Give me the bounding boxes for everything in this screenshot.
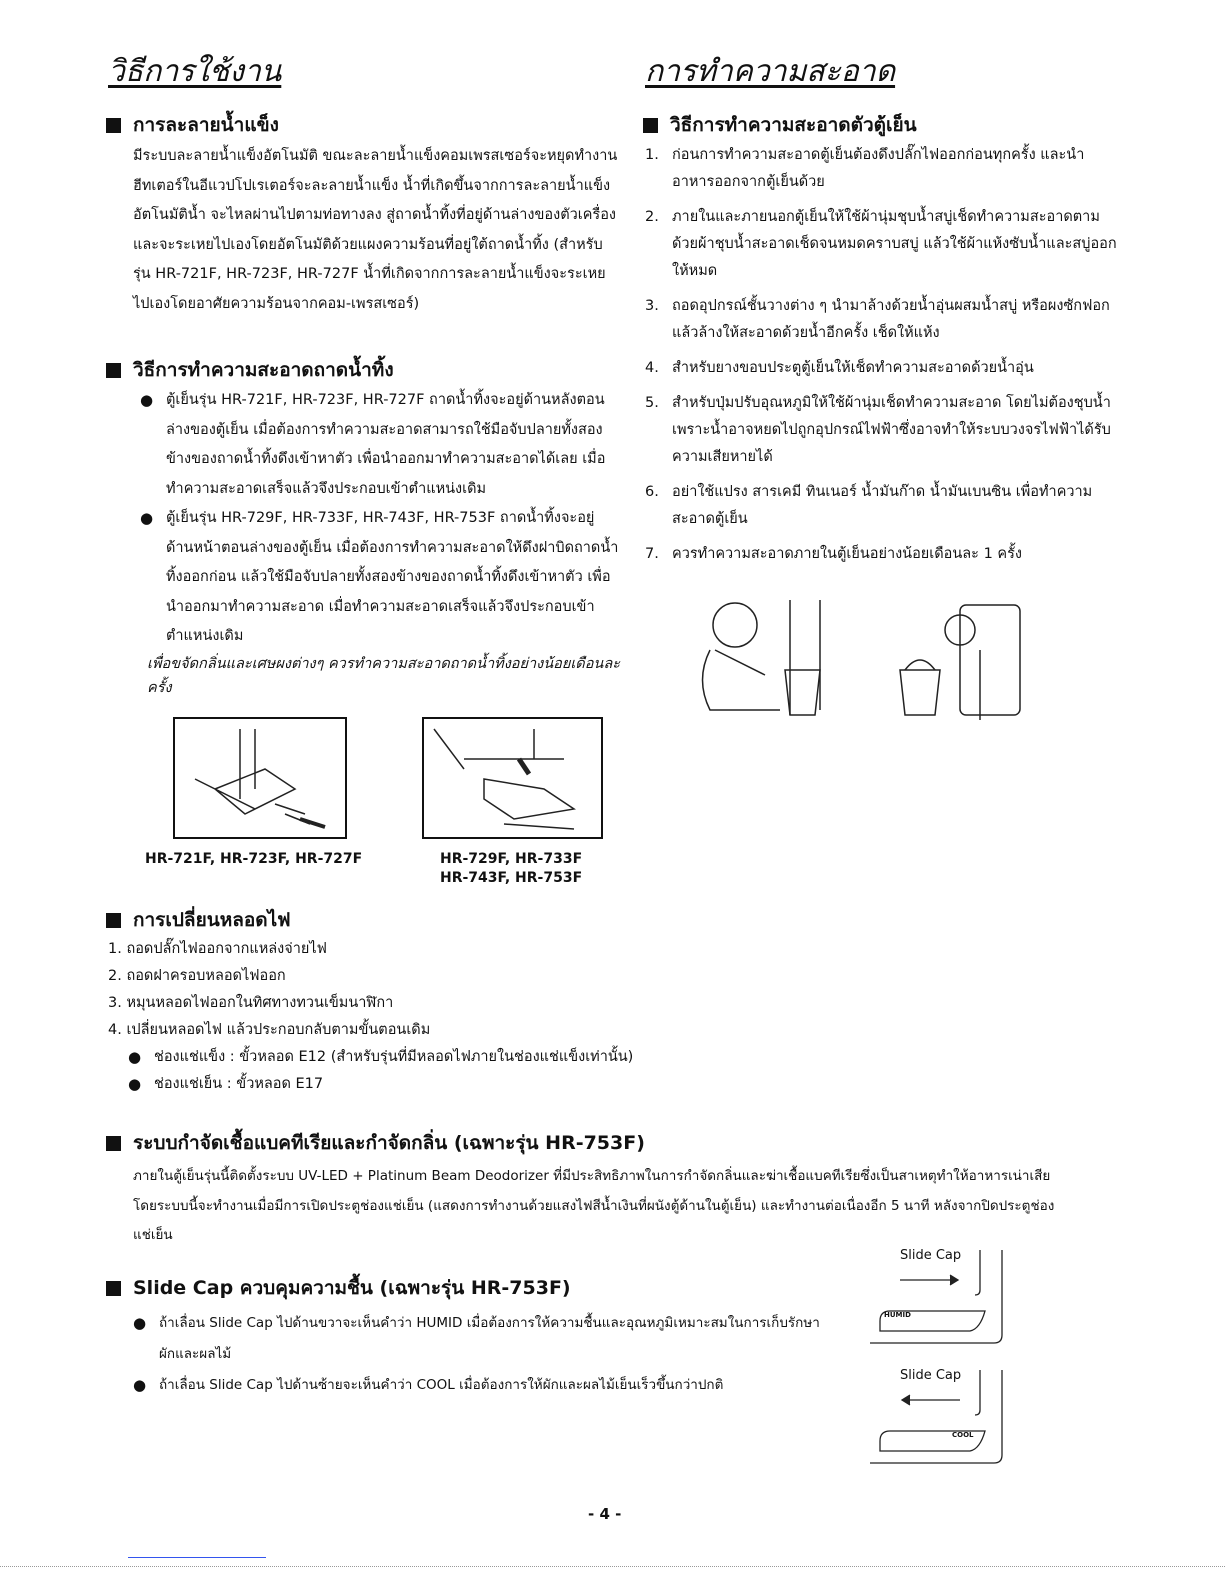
- item-text: ถอดอุปกรณ์ชั้นวางต่าง ๆ นำมาล้างด้วยน้ำอุ่นผสมน้ำสบู่ หรือผงซักฟอก แล้วล้างให้สะอาดด้วยน้ำอีกครั้ง เช็ดให้แห้ง: [672, 298, 1110, 341]
- heading-text: วิธีการทำความสะอาดตัวตู้เย็น: [670, 114, 917, 136]
- list-item: [133, 1308, 833, 1370]
- page-number: - 4 -: [588, 1505, 622, 1523]
- heading-text: Slide Cap ควบคุมความชื้น (เฉพาะรุ่น HR-753F): [133, 1277, 571, 1299]
- list-item: [140, 386, 620, 504]
- bullet-text: ตู้เย็นรุ่น HR-729F, HR-733F, HR-743F, HR-753F ถาดน้ำทิ้งจะอยู่ด้านหน้าตอนล่างของตู้เย็น เมื่อต้องการทำความสะอาดให้ดึงฝาบิดถาดน้ำทิ้งออกก่อน แล้วใช้มือจับปลายทั้งสองข้างของถาดน้ำทิ้งดึงเข้าหาตัว เพื่อนำออกมาทำความสะอาด เมื่อทำความสะอาดเสร็จแล้วจึงประกอบเข้าตำแหน่งเดิม: [166, 510, 619, 644]
- list-item: [128, 1044, 708, 1071]
- step: 1. ถอดปลั๊กไฟออกจากแหล่งจ่ายไฟ: [108, 941, 327, 957]
- bullet-icon: ●: [128, 1048, 142, 1066]
- list-item: 4. สำหรับยางขอบประตูตู้เย็นให้เช็ดทำความสะอาดด้วยน้ำอุ่น: [645, 355, 1123, 382]
- heading-text: การละลายน้ำแข็ง: [133, 114, 279, 136]
- caption-rear-tray-models: HR-721F, HR-723F, HR-727F: [145, 851, 363, 867]
- heading-deodorizer: [106, 1128, 645, 1158]
- list-item: [140, 504, 620, 652]
- tray-bullets: [140, 386, 620, 652]
- slide-cap-bullets: [133, 1308, 833, 1401]
- page-title-cleaning: การทำความสะอาด: [645, 54, 896, 89]
- square-bullet-icon: [106, 913, 121, 928]
- bullet-text: ช่องแช่แข็ง : ขั้วหลอด E12 (สำหรับรุ่นที่มีหลอดไฟภายในช่องแช่แข็งเท่านั้น): [154, 1049, 634, 1065]
- item-text: ควรทำความสะอาดภายในตู้เย็นอย่างน้อยเดือนละ 1 ครั้ง: [672, 546, 1022, 562]
- square-bullet-icon: [643, 118, 658, 133]
- page-edge-line: [0, 1566, 1225, 1567]
- slide-cap-cool-figure: [870, 1365, 1010, 1465]
- bullet-icon: ●: [133, 1376, 147, 1394]
- tray-note: เพื่อขจัดกลิ่นและเศษผงต่างๆ ควรทำความสะอาดถาดน้ำทิ้งอย่างน้อยเดือนละครั้ง: [147, 656, 620, 696]
- list-item: 2. ภายในและภายนอกตู้เย็นให้ใช้ผ้านุ่มชุบน้ำสบู่เช็ดทำความสะอาดตามด้วยผ้าชุบน้ำสะอาดเช็ดจนหมดคราบสบู่ แล้วใช้ผ้าแห้งซับน้ำและสบู่ออกให้หมด: [645, 204, 1123, 285]
- heading-text: ระบบกำจัดเชื้อแบคทีเรียและกำจัดกลิ่น (เฉพาะรุ่น HR-753F): [133, 1132, 645, 1154]
- heading-slide-cap: [106, 1273, 571, 1303]
- heading-bulb: [106, 905, 291, 935]
- bullet-text: ถ้าเลื่อน Slide Cap ไปด้านซ้ายจะเห็นคำว่า COOL เมื่อต้องการให้ผักและผลไม้เย็นเร็วขึ้นกว่าปกติ: [159, 1377, 724, 1393]
- slide-cap-label: Slide Cap: [900, 1368, 962, 1383]
- heading-text: วิธีการทำความสะอาดถาดน้ำทิ้ง: [133, 359, 394, 381]
- bullet-icon: ●: [128, 1075, 142, 1093]
- list-item: 3. ถอดอุปกรณ์ชั้นวางต่าง ๆ นำมาล้างด้วยน้ำอุ่นผสมน้ำสบู่ หรือผงซักฟอก แล้วล้างให้สะอาดด้วยน้ำอีกครั้ง เช็ดให้แห้ง: [645, 293, 1123, 347]
- deodorizer-text: ภายในตู้เย็นรุ่นนี้ติดตั้งระบบ UV-LED + Platinum Beam Deodorizer ที่มีประสิทธิภาพในการกำจัดกลิ่นและฆ่าเชื้อแบคทีเรียซึ่งเป็นสาเหตุทำให้อาหารเน่าเสีย โดยระบบนี้จะทำงานเมื่อมีการเปิดประตูช่องแช่เย็น (แสดงการทำงานด้วยแสงไฟสีน้ำเงินที่ผนังตู้ด้านในตู้เย็น) และทำงานต่อเนื่องอีก 5 นาที หลังจากปิดประตูช่องแช่เย็น: [133, 1168, 1055, 1243]
- caption-front-tray-models-1: HR-729F, HR-733F: [440, 851, 583, 867]
- caption-front-tray-models-2: HR-743F, HR-753F: [440, 870, 583, 886]
- bullet-text: ช่องแช่เย็น : ขั้วหลอด E17: [154, 1076, 324, 1092]
- square-bullet-icon: [106, 1136, 121, 1151]
- heading-text: การเปลี่ยนหลอดไฟ: [133, 909, 291, 931]
- item-text: ก่อนการทำความสะอาดตู้เย็นต้องดึงปลั๊กไฟออกก่อนทุกครั้ง และนำอาหารออกจากตู้เย็นด้วย: [672, 147, 1085, 190]
- step: 3. หมุนหลอดไฟออกในทิศทางทวนเข็มนาฬิกา: [108, 995, 394, 1011]
- cool-label: COOL: [952, 1431, 974, 1439]
- step: 2. ถอดฝาครอบหลอดไฟออก: [108, 968, 286, 984]
- bullet-text: ตู้เย็นรุ่น HR-721F, HR-723F, HR-727F ถาดน้ำทิ้งจะอยู่ด้านหลังตอนล่างของตู้เย็น เมื่อต้องการทำความสะอาดสามารถใช้มือจับปลายทั้งสองข้างของถาดน้ำทิ้งดึงเข้าหาตัว เพื่อนำออกมาทำความสะอาดได้เลย เมื่อทำความสะอาดเสร็จแล้วจึงประกอบเข้าตำแหน่งเดิม: [166, 392, 606, 497]
- list-item: 5. สำหรับปุ่มปรับอุณหภูมิให้ใช้ผ้านุ่มเช็ดทำความสะอาด โดยไม่ต้องชุบน้ำ เพราะน้ำอาจหยดไปถูกอุปกรณ์ไฟฟ้าซึ่งอาจทำให้ระบบวงจรไฟฟ้าได้รับความเสียหายได้: [645, 390, 1123, 471]
- square-bullet-icon: [106, 363, 121, 378]
- cleaning-illustration: [690, 590, 1060, 725]
- list-item: 6. อย่าใช้แปรง สารเคมี ทินเนอร์ น้ำมันก๊าด น้ำมันเบนซิน เพื่อทำความสะอาดตู้เย็น: [645, 479, 1123, 533]
- list-item: 7. ควรทำความสะอาดภายในตู้เย็นอย่างน้อยเดือนละ 1 ครั้ง: [645, 541, 1123, 568]
- tray-illustration-rear: [173, 717, 347, 839]
- humid-label: HUMID: [884, 1311, 911, 1319]
- item-text: อย่าใช้แปรง สารเคมี ทินเนอร์ น้ำมันก๊าด น้ำมันเบนซิน เพื่อทำความสะอาดตู้เย็น: [672, 484, 1093, 527]
- heading-defrost: [106, 110, 279, 140]
- tray-illustration-front: [422, 717, 603, 839]
- heading-tray-cleaning: [106, 355, 394, 385]
- heading-fridge-cleaning: [643, 110, 917, 140]
- list-item: [128, 1071, 708, 1098]
- item-text: สำหรับปุ่มปรับอุณหภูมิให้ใช้ผ้านุ่มเช็ดทำความสะอาด โดยไม่ต้องชุบน้ำ เพราะน้ำอาจหยดไปถูกอุปกรณ์ไฟฟ้าซึ่งอาจทำให้ระบบวงจรไฟฟ้าได้รับความเสียหายได้: [672, 395, 1111, 465]
- square-bullet-icon: [106, 118, 121, 133]
- list-item: 1. ก่อนการทำความสะอาดตู้เย็นต้องดึงปลั๊กไฟออกก่อนทุกครั้ง และนำอาหารออกจากตู้เย็นด้วย: [645, 142, 1123, 196]
- blue-rule: [128, 1557, 266, 1558]
- bullet-icon: ●: [140, 509, 154, 527]
- defrost-text: มีระบบละลายน้ำแข็งอัตโนมัติ ขณะละลายน้ำแข็งคอมเพรสเซอร์จะหยุดทำงาน ฮีทเตอร์ในอีแวปโปเรเตอร์จะละลายน้ำแข็ง น้ำที่เกิดขึ้นจากการละลายน้ำแข็งอัตโนมัติน้ำ จะไหลผ่านไปตามท่อทางลง สู่ถาดน้ำทิ้งที่อยู่ด้านล่างของตัวเครื่องและจะระเหยไปเองโดยอัตโนมัติด้วยแผงความร้อนที่อยู่ใต้ถาดน้ำทิ้ง (สำหรับรุ่น HR-721F, HR-723F, HR-727F น้ำที่เกิดจากการละลายน้ำแข็งจะระเหยไปเองโดยอาศัยความร้อนจากคอม-เพรสเซอร์): [133, 148, 618, 312]
- bulb-steps: [108, 936, 708, 1098]
- item-text: สำหรับยางขอบประตูตู้เย็นให้เช็ดทำความสะอาดด้วยน้ำอุ่น: [672, 360, 1034, 376]
- slide-cap-label: Slide Cap: [900, 1248, 962, 1263]
- square-bullet-icon: [106, 1281, 121, 1296]
- item-text: ภายในและภายนอกตู้เย็นให้ใช้ผ้านุ่มชุบน้ำสบู่เช็ดทำความสะอาดตามด้วยผ้าชุบน้ำสะอาดเช็ดจนหมดคราบสบู่ แล้วใช้ผ้าแห้งซับน้ำและสบู่ออกให้หมด: [672, 209, 1117, 279]
- page-title-usage: วิธีการใช้งาน: [108, 54, 282, 89]
- bullet-text: ถ้าเลื่อน Slide Cap ไปด้านขวาจะเห็นคำว่า HUMID เมื่อต้องการให้ความชื้นและอุณหภูมิเหมาะสมในการเก็บรักษาผักและผลไม้: [159, 1315, 820, 1362]
- list-item: [133, 1370, 833, 1401]
- slide-cap-humid-figure: [870, 1245, 1010, 1345]
- step: 4. เปลี่ยนหลอดไฟ แล้วประกอบกลับตามขั้นตอนเดิม: [108, 1022, 431, 1038]
- cleaning-steps: [645, 142, 1123, 568]
- bullet-icon: ●: [133, 1314, 147, 1332]
- bullet-icon: ●: [140, 391, 154, 409]
